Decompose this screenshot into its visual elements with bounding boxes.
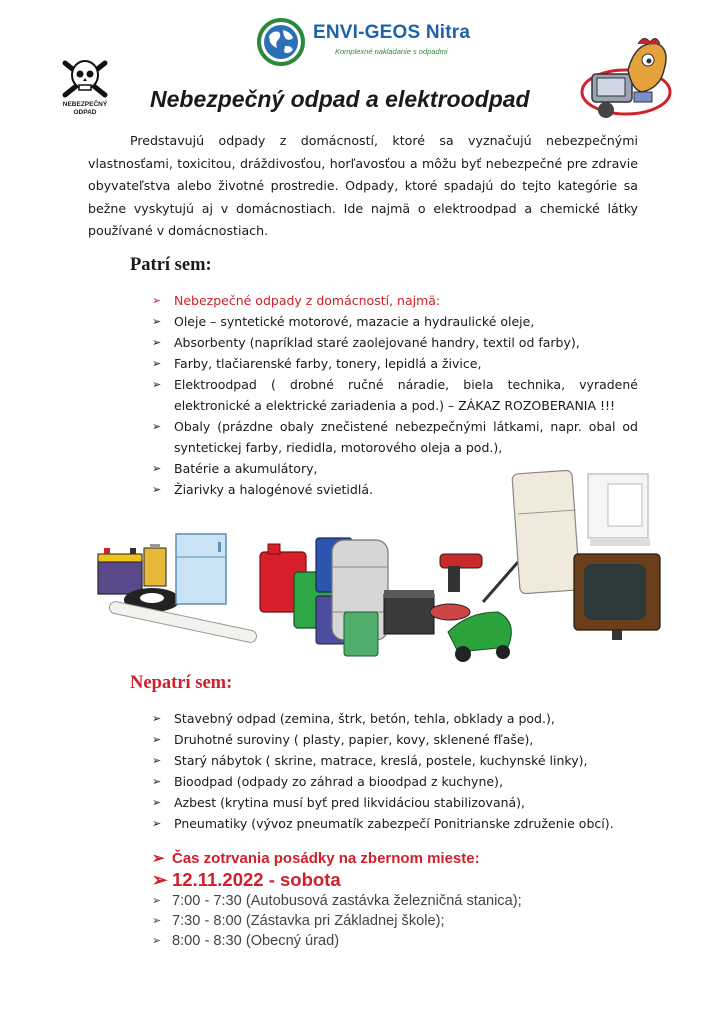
open-fridge: [588, 474, 650, 546]
fluorescent-tube: [108, 601, 257, 644]
arrow-bullet-icon: ➢: [152, 357, 162, 370]
list-item: ➢ Nebezpečné odpady z domácností, najmä:: [152, 290, 638, 311]
old-tv: [574, 554, 660, 640]
arrow-bullet-icon: ➢: [152, 895, 162, 907]
small-battery: [144, 544, 166, 586]
mascot-pupil: [647, 59, 652, 64]
list-item: ➢ Absorbenty (napríklad staré zaolejované handry, textil od farby),: [152, 332, 638, 353]
skull-label-line2: ODPAD: [73, 109, 97, 116]
waste-illustration: [88, 462, 670, 672]
arrow-bullet-icon: ➢: [152, 420, 162, 433]
skull-crossbones-icon: [55, 55, 115, 101]
list-item: ➢ Oleje – syntetické motorové, mazacie a hydraulické oleje,: [152, 311, 638, 332]
list-item: ➢ Stavebný odpad (zemina, štrk, betón, tehla, obklady a pod.),: [152, 708, 638, 729]
arrow-bullet-icon: ➢: [152, 336, 162, 349]
arrow-bullet-icon: ➢: [152, 378, 162, 391]
arrow-bullet-icon: ➢: [152, 817, 162, 830]
hazard-sign: [55, 55, 115, 123]
list-item: ➢ Batérie a akumulátory,: [152, 458, 638, 479]
arrow-bullet-icon: ➢: [152, 915, 162, 927]
brand-tagline: Komplexné nakladanie s odpadmi: [335, 47, 448, 56]
power-drill: [440, 554, 482, 592]
list-item: ➢ Druhotné suroviny ( plasty, papier, kovy, sklenené fľaše),: [152, 729, 638, 750]
arrow-bullet-icon: ➢: [152, 754, 162, 767]
globe-logo-icon: [255, 16, 307, 68]
list-item: ➢ Farby, tlačiarenské farby, tonery, lepidlá a živice,: [152, 353, 638, 374]
arrow-bullet-icon: ➢: [152, 462, 162, 475]
arrow-bullet-icon: ➢: [152, 935, 162, 947]
arrow-bullet-icon: ➢: [152, 796, 162, 809]
angle-grinder: [430, 604, 470, 620]
nepatri-heading: Nepatrí sem:: [130, 673, 233, 693]
brand-name: ENVI-GEOS Nitra: [313, 22, 471, 43]
list-item: ➢ Pneumatiky (vývoz pneumatík zabezpečí Ponitrianske združenie obcí).: [152, 813, 638, 834]
list-item: ➢ Žiarivky a halogénové svietidlá.: [152, 479, 638, 500]
schedule-heading: ➢ Čas zotrvania posádky na zbernom mieste:: [152, 850, 480, 867]
arrow-bullet-icon: ➢: [152, 712, 162, 725]
schedule-time: ➢ 7:00 - 7:30 (Autobusová zastávka železničná stanica);: [152, 893, 522, 909]
arrow-bullet-icon: ➢: [152, 315, 162, 328]
schedule-time: ➢ 8:00 - 8:30 (Obecný úrad): [152, 933, 340, 949]
list-item: ➢ Elektroodpad ( drobné ručné náradie, biela technika, vyradené elektronické a elektrické zariadenia a pod.) – ZÁKAZ ROZOBERANIA !!!: [152, 374, 638, 416]
green-bucket: [344, 612, 378, 656]
arrow-bullet-icon: ➢: [152, 294, 162, 307]
large-battery: [384, 590, 434, 634]
mascot-head: [628, 44, 666, 92]
arrow-bullet-icon: ➢: [152, 775, 162, 788]
small-fridge: [176, 534, 226, 604]
arrow-bullet-icon: ➢: [152, 850, 165, 867]
mascot-illustration: [578, 30, 674, 122]
arrow-bullet-icon: ➢: [152, 483, 162, 496]
list-item: ➢ Azbest (krytina musí byť pred likvidáciou stabilizovaná),: [152, 792, 638, 813]
intro-paragraph: Predstavujú odpady z domácností, ktoré sa vyznačujú nebezpečnými vlastnosťami, toxicitou, dráždivosťou, horľavosťou a môžu byť nebezpečné pre zdravie obyvateľstva alebo životné prostredie. Odpady, ktoré spadajú do tejto kategórie sa bežne vyskytujú aj v domácnostiach. Ide najmä o elektroodpad a chemické látky používané v domácnostiach.: [88, 133, 638, 239]
mascot-hair: [638, 38, 660, 44]
schedule-date: ➢ 12.11.2022 - sobota: [152, 869, 341, 890]
page-title: Nebezpečný odpad a elektroodpad: [150, 86, 530, 112]
list-item: ➢ Obaly (prázdne obaly znečistené nebezpečnými látkami, napr. obal od syntetickej farby, riedidla, motorového oleja a pod.),: [152, 416, 638, 458]
mascot-screen: [597, 78, 625, 96]
skull-label-line1: NEBEZPEČNÝ: [62, 101, 108, 108]
nepatri-list: [152, 708, 638, 834]
mascot-box: [634, 92, 652, 102]
company-logo: [255, 16, 495, 68]
list-item: ➢ Bioodpad (odpady zo záhrad a bioodpad z kuchyne),: [152, 771, 638, 792]
car-battery: [98, 548, 142, 594]
mascot-wheel: [598, 102, 614, 118]
collection-schedule: [152, 848, 672, 951]
arrow-bullet-icon: ➢: [152, 869, 168, 890]
schedule-time: ➢ 7:30 - 8:00 (Zástavka pri Základnej škole);: [152, 913, 445, 929]
patri-heading: Patrí sem:: [130, 255, 212, 275]
tall-fridge: [512, 470, 580, 594]
arrow-bullet-icon: ➢: [152, 733, 162, 746]
list-item: ➢ Starý nábytok ( skrine, matrace, kreslá, postele, kuchynské linky),: [152, 750, 638, 771]
